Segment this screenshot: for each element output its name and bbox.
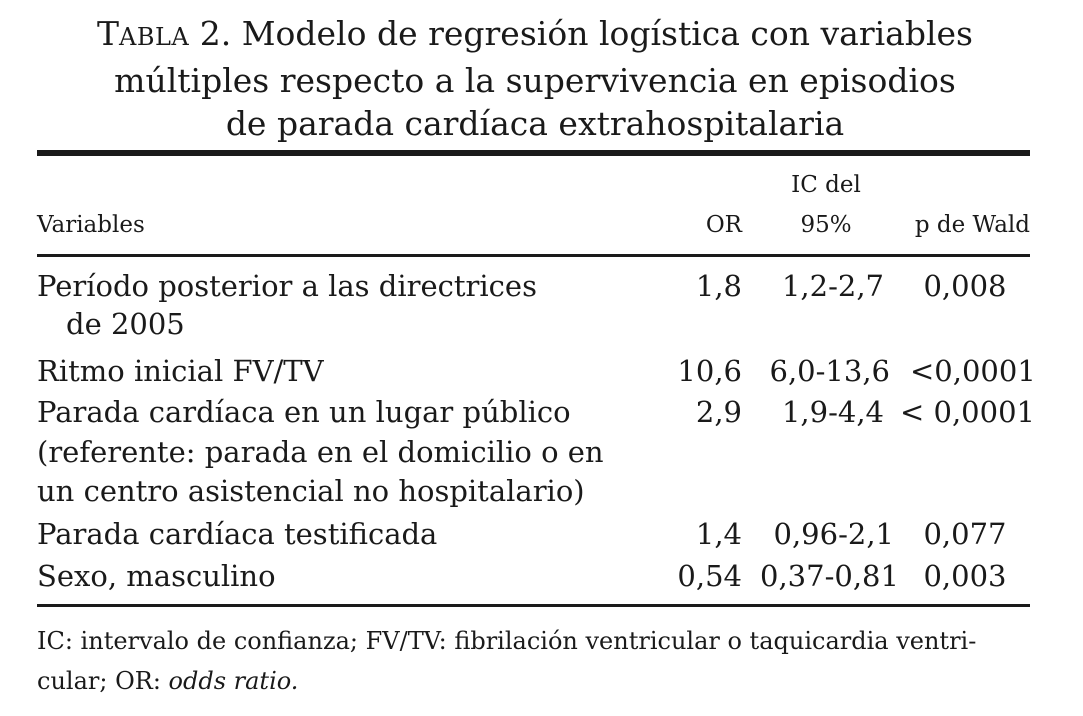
row-4-ic: 0,96-2,1 (773, 517, 894, 551)
row-3-ic: 1,9-4,4 (781, 395, 884, 429)
header-ic-line-2: 95% (800, 212, 852, 238)
row-3-or: 2,9 (695, 395, 742, 429)
row-4-variable: Parada cardíaca testificada (37, 517, 438, 551)
row-5-ic: 0,37-0,81 (760, 559, 899, 593)
table-title-line-2: múltiples respecto a la supervivencia en episodios (114, 61, 956, 100)
table-label-initial: T (97, 14, 120, 53)
row-1-p: 0,008 (923, 269, 1007, 303)
header-rule (37, 254, 1030, 257)
row-3-variable-cont-1: (referente: parada en el domicilio o en (37, 435, 604, 469)
header-p-wald: p de Wald (914, 212, 1030, 238)
header-variables: Variables (37, 212, 145, 238)
row-3-variable-cont-2: un centro asistencial no hospitalario) (37, 474, 585, 508)
table-title-text-1: Modelo de regresión logística con variables (231, 14, 973, 53)
row-3-variable: Parada cardíaca en un lugar público (37, 395, 571, 429)
row-2-p: <0,0001 (910, 354, 1036, 388)
row-1-ic: 1,2-2,7 (781, 269, 884, 303)
footnote-odds-ratio: odds ratio. (168, 667, 299, 695)
row-1-variable-cont: de 2005 (66, 307, 185, 341)
top-rule (37, 150, 1030, 156)
row-2-variable: Ritmo inicial FV/TV (37, 354, 324, 388)
table-title-line-3: de parada cardíaca extrahospitalaria (225, 104, 845, 143)
bottom-rule (37, 604, 1030, 607)
row-2-or: 10,6 (677, 354, 742, 388)
header-or: OR (705, 212, 742, 238)
table-title (0, 12, 1070, 145)
footnote-line-2 (37, 661, 1030, 701)
footnote-line-2-text: cular; OR: (37, 667, 169, 695)
row-3-p: < 0,0001 (900, 395, 1035, 429)
row-2-ic: 6,0-13,6 (769, 354, 890, 388)
header-ic-line-1: IC del (791, 172, 861, 198)
row-4-or: 1,4 (695, 517, 742, 551)
table-title-line-1 (0, 12, 1070, 59)
table-footnote (37, 621, 1030, 701)
row-1-or: 1,8 (695, 269, 742, 303)
table-label-smallcaps: ABLA (119, 23, 190, 51)
row-5-variable: Sexo, masculino (37, 559, 276, 593)
footnote-line-1: IC: intervalo de confianza; FV/TV: fibrilación ventricular o taquicardia ventri- (37, 627, 977, 655)
row-5-p: 0,003 (923, 559, 1007, 593)
row-5-or: 0,54 (677, 559, 742, 593)
table-label-number: 2. (189, 14, 232, 53)
row-4-p: 0,077 (923, 517, 1007, 551)
row-1-variable: Período posterior a las directrices (37, 269, 537, 303)
